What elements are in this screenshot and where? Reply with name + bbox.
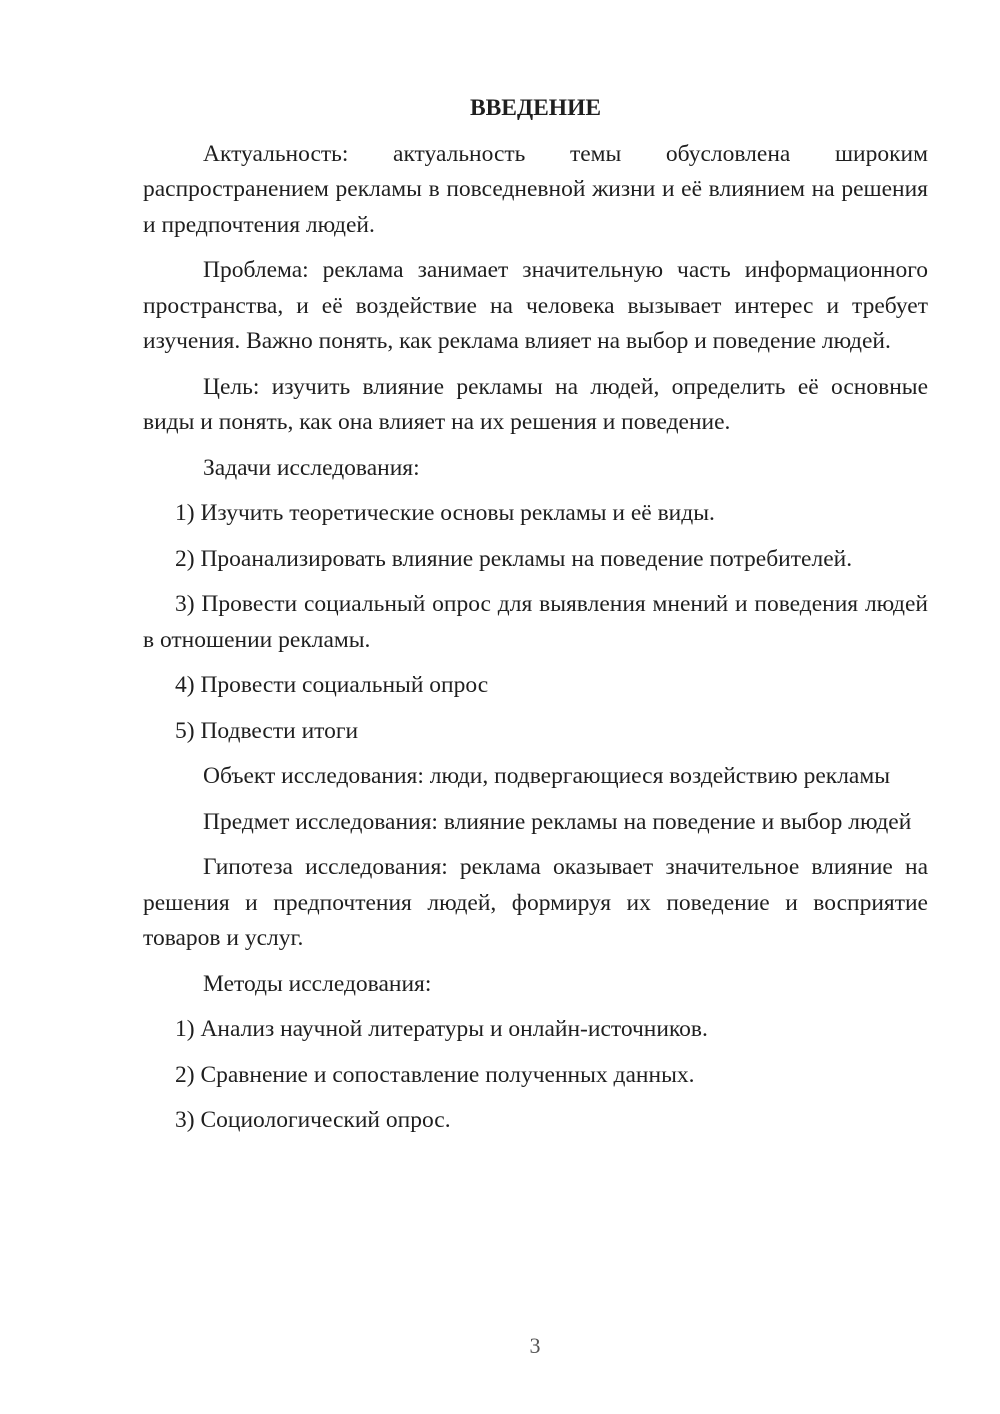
task-item-1: 1) Изучить теоретические основы рекламы и её виды.	[175, 500, 715, 526]
page-number: 3	[529, 1333, 541, 1358]
method-item-1: 1) Анализ научной литературы и онлайн-источников.	[175, 1016, 708, 1042]
paragraph-subject: Предмет исследования: влияние рекламы на поведение и выбор людей	[203, 808, 912, 835]
page-title: ВВЕДЕНИЕ	[469, 95, 602, 121]
task-item-2: 2) Проанализировать влияние рекламы на поведение потребителей.	[175, 545, 853, 572]
method-item-3: 3) Социологический опрос.	[175, 1107, 451, 1133]
paragraph-hypothesis: Гипотеза исследования: реклама оказывает значительное влияние на решения и предпочтения людей, формируя их поведение и восприятие товаров и услуг.	[143, 854, 928, 951]
paragraph-relevance: Актуальность: актуальность темы обусловлена широким распространением рекламы в повседневной жизни и её влиянием на решения и предпочтения людей.	[143, 140, 928, 238]
task-item-3: 3) Провести социальный опрос для выявления мнений и поведения людей в отношении рекламы.	[143, 591, 928, 653]
methods-heading: Методы исследования:	[203, 970, 432, 997]
task-item-5: 5) Подвести итоги	[175, 717, 359, 744]
method-item-2: 2) Сравнение и сопоставление полученных данных.	[175, 1061, 695, 1088]
page-content	[143, 91, 928, 1149]
tasks-heading: Задачи исследования:	[203, 454, 420, 481]
paragraph-goal: Цель: изучить влияние рекламы на людей, определить её основные виды и понять, как она влияет на их решения и поведение.	[143, 373, 928, 435]
task-item-4: 4) Провести социальный опрос	[175, 672, 489, 698]
paragraph-problem: Проблема: реклама занимает значительную часть информационного пространства, и её воздействие на человека вызывает интерес и требует изучения. Важно понять, как реклама влияет на выбор и поведение людей.	[143, 257, 928, 354]
paragraph-object: Объект исследования: люди, подвергающиеся воздействию рекламы	[203, 763, 891, 789]
